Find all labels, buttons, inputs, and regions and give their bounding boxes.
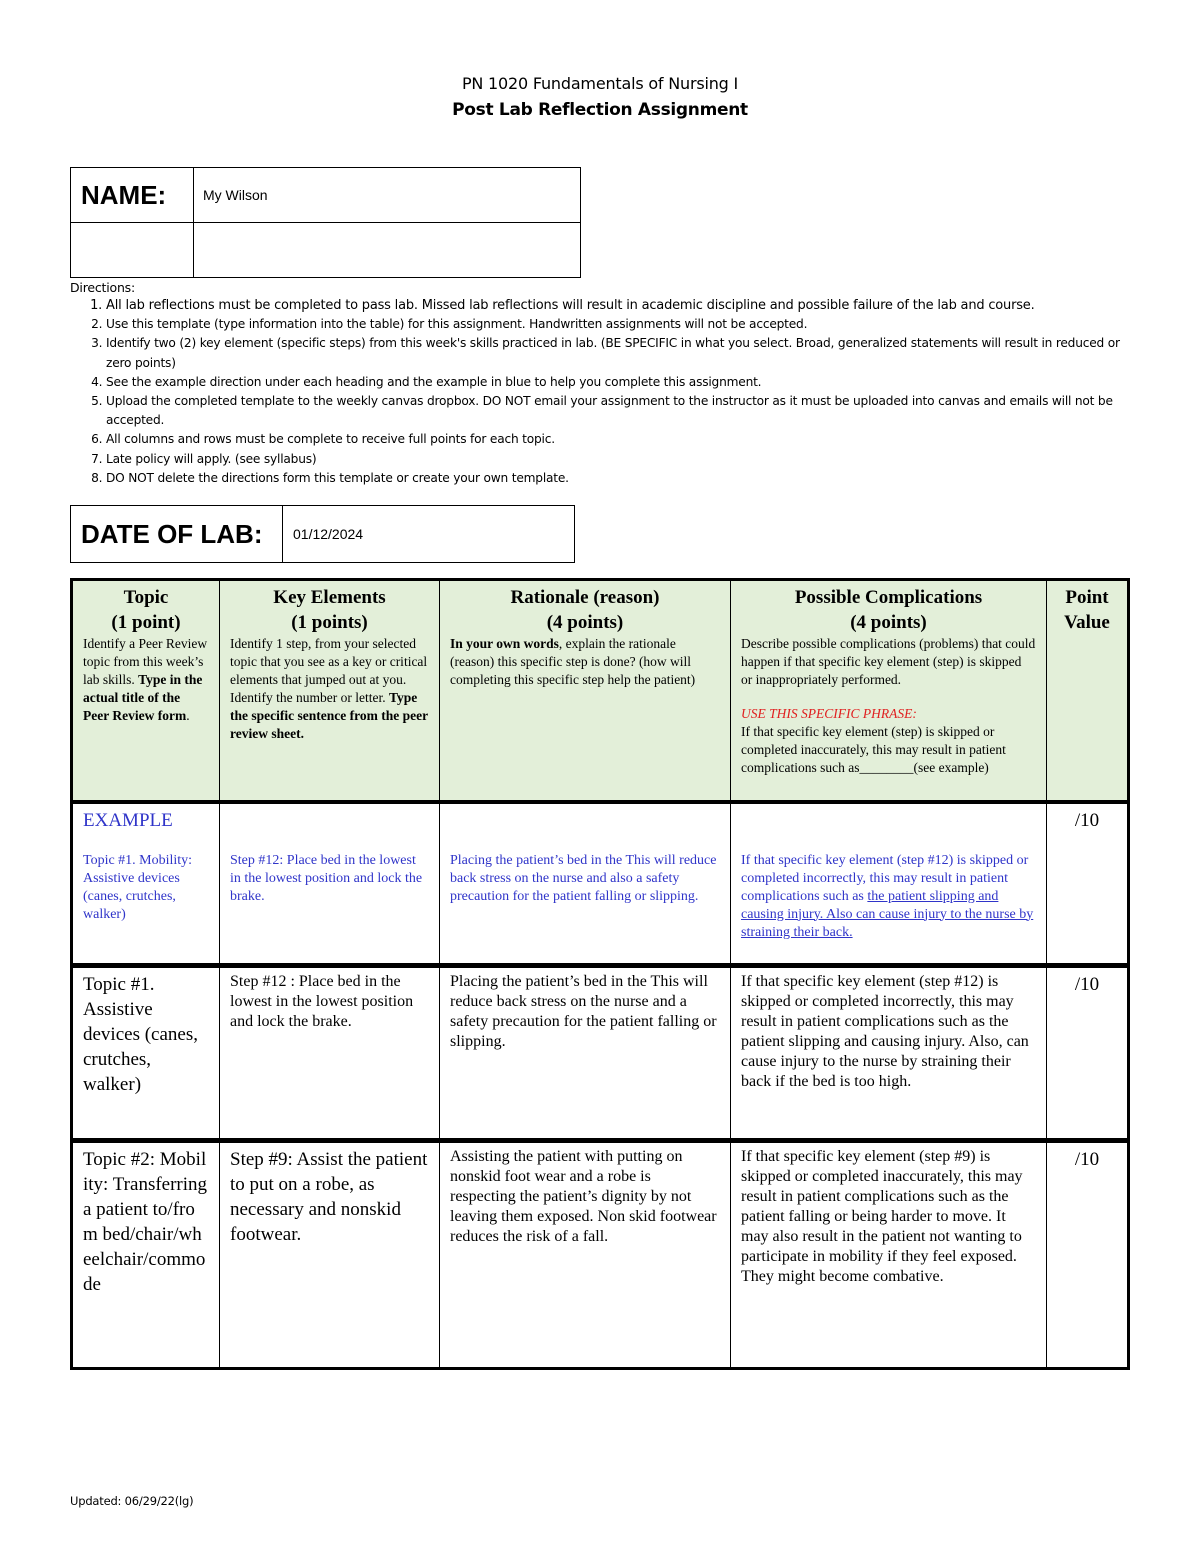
- direction-item: 8. DO NOT delete the directions form this template or create your own template.: [106, 469, 1130, 488]
- header-rationale-title: Rationale (reason): [510, 587, 660, 608]
- key-cell[interactable]: [220, 966, 440, 1141]
- topic-cell[interactable]: [72, 1141, 220, 1369]
- topic-row-2: [72, 1141, 1129, 1369]
- example-rationale-cell: [440, 802, 731, 966]
- key-cell[interactable]: [220, 1141, 440, 1369]
- name-table: [70, 167, 581, 278]
- header-points-title-1: Point: [1065, 587, 1109, 608]
- example-points: /10: [1074, 809, 1100, 831]
- header-topic-desc: Identify a Peer Review topic from this week’s lab skills. Type in the actual title of the Peer Review form.: [83, 636, 208, 723]
- directions: [70, 280, 1130, 488]
- rationale-cell[interactable]: [440, 966, 731, 1141]
- key-text: Step #12 : Place bed in the lowest in the lowest position and lock the brake.: [230, 973, 414, 1030]
- example-points-cell: [1047, 802, 1129, 966]
- points-value: /10: [1074, 1149, 1100, 1170]
- direction-item: 7. Late policy will apply. (see syllabus): [106, 450, 1130, 469]
- direction-item: 4. See the example direction under each heading and the example in blue to help you complete this assignment.: [106, 373, 1130, 392]
- rationale-text: Assisting the patient with putting on nonskid foot wear and a robe is respecting the patient’s dignity by not leaving them exposed. Non skid footwear reduces the risk of a fall.: [450, 1148, 717, 1245]
- key-text: Step #9: Assist the patient to put on a robe, as necessary and nonskid footwear.: [230, 1149, 428, 1245]
- header-topic: [72, 580, 220, 802]
- header-complications: [731, 580, 1047, 802]
- example-key-cell: [220, 802, 440, 966]
- direction-item: 1. All lab reflections must be completed to pass lab. Missed lab reflections will result in academic discipline and possible failure of the lab and course.: [106, 296, 1130, 315]
- header-row: [72, 580, 1129, 802]
- header-key-elements: [220, 580, 440, 802]
- example-topic-cell: [72, 802, 220, 966]
- topic-text: Topic #2: Mobility: Transferring a patient to/from bed/chair/wheelchair/commode: [83, 1149, 208, 1295]
- example-topic: Topic #1. Mobility: Assistive devices (canes, crutches, walker): [83, 852, 193, 922]
- complications-text: If that specific key element (step #9) is skipped or completed inaccurately, this may result in patient complications such as the patient falling or being harder to move. It may also result in the patient not wanting to participate in mobility if they feel exposed. They might become combative.: [741, 1148, 1023, 1285]
- date-table: [70, 505, 575, 563]
- name-blank-cell: [71, 223, 194, 278]
- footer-updated: Updated: 06/29/22(lg): [70, 1494, 194, 1508]
- header-complications-desc: Describe possible complications (problems) that could happen if that specific key element (step) is skipped or inappropriately performed.: [741, 636, 1036, 687]
- phrase-text: If that specific key element (step) is skipped or completed inaccurately, this may result in patient complications such as________(see example): [741, 724, 1006, 775]
- direction-item: 6. All columns and rows must be complete to receive full points for each topic.: [106, 430, 1130, 449]
- example-key: Step #12: Place bed in the lowest in the lowest position and lock the brake.: [230, 852, 423, 904]
- name-label: NAME:: [71, 168, 194, 223]
- header-points-title-2: Value: [1064, 612, 1110, 633]
- rationale-cell[interactable]: [440, 1141, 731, 1369]
- date-field[interactable]: 01/12/2024: [283, 506, 575, 563]
- header-complications-points: (4 points): [850, 612, 927, 633]
- assignment-title: Post Lab Reflection Assignment: [452, 100, 748, 120]
- example-label: EXAMPLE: [83, 809, 173, 831]
- topic-cell[interactable]: [72, 966, 220, 1141]
- header-topic-title: Topic: [123, 587, 169, 608]
- complications-text: If that specific key element (step #12) is skipped or completed incorrectly, this may result in patient complications such as the patient slipping and causing injury. Also, can cause injury to the nurse by straining their back if the bed is too high.: [741, 973, 1029, 1090]
- name-field[interactable]: My Wilson: [194, 168, 581, 223]
- header-key-points: (1 points): [291, 612, 368, 633]
- directions-heading: Directions:: [70, 280, 135, 295]
- direction-item: 2. Use this template (type information into the table) for this assignment. Handwritten assignments will not be accepted.: [106, 315, 1130, 334]
- example-rationale: Placing the patient’s bed in the This will reduce back stress on the nurse and also a safety precaution for the patient falling or slipping.: [450, 852, 717, 904]
- header-rationale-desc: In your own words, explain the rationale (reason) this specific step is done? (how will completing this specific step help the patient): [450, 636, 696, 687]
- topic-text: Topic #1. Assistive devices (canes, crutches, walker): [83, 974, 198, 1095]
- name-blank-field[interactable]: [194, 223, 581, 278]
- reflection-table: [70, 578, 1130, 1370]
- header-rationale: [440, 580, 731, 802]
- header-rationale-points: (4 points): [546, 612, 624, 633]
- example-row: [72, 802, 1129, 966]
- complications-cell[interactable]: [731, 1141, 1047, 1369]
- example-complications: If that specific key element (step #12) is skipped or completed incorrectly, this may result in patient complications such as the patient slipping and causing injury. Also can cause injury to the nurse by straining their back.: [741, 852, 1034, 940]
- header-topic-points: (1 point): [111, 612, 181, 633]
- course-title: PN 1020 Fundamentals of Nursing I: [461, 74, 739, 93]
- rationale-text: Placing the patient’s bed in the This will reduce back stress on the nurse and a safety precaution for the patient falling or slipping.: [450, 973, 717, 1050]
- complications-cell[interactable]: [731, 966, 1047, 1141]
- header-points: [1047, 580, 1129, 802]
- header-key-desc: Identify 1 step, from your selected topic that you see as a key or critical elements that jumped out at you. Identify the number or letter. Type the specific sentence from the peer review sheet.: [230, 636, 428, 741]
- points-cell: [1047, 966, 1129, 1141]
- direction-item: 3. Identify two (2) key element (specific steps) from this week's skills practiced in lab. (BE SPECIFIC in what you select. Broad, generalized statements will result in reduced or zero points): [106, 334, 1130, 372]
- header-complications-title: Possible Complications: [794, 587, 983, 608]
- example-complications-cell: [731, 802, 1047, 966]
- directions-list: [70, 296, 1130, 488]
- topic-row-1: [72, 966, 1129, 1141]
- phrase-label: USE THIS SPECIFIC PHRASE:: [741, 706, 917, 721]
- points-value: /10: [1074, 974, 1100, 995]
- date-label: DATE OF LAB:: [71, 506, 283, 563]
- points-cell: [1047, 1141, 1129, 1369]
- header-key-title: Key Elements: [273, 587, 386, 608]
- direction-item: 5. Upload the completed template to the weekly canvas dropbox. DO NOT email your assignment to the instructor as it must be uploaded into canvas and emails will not be accepted.: [106, 392, 1130, 430]
